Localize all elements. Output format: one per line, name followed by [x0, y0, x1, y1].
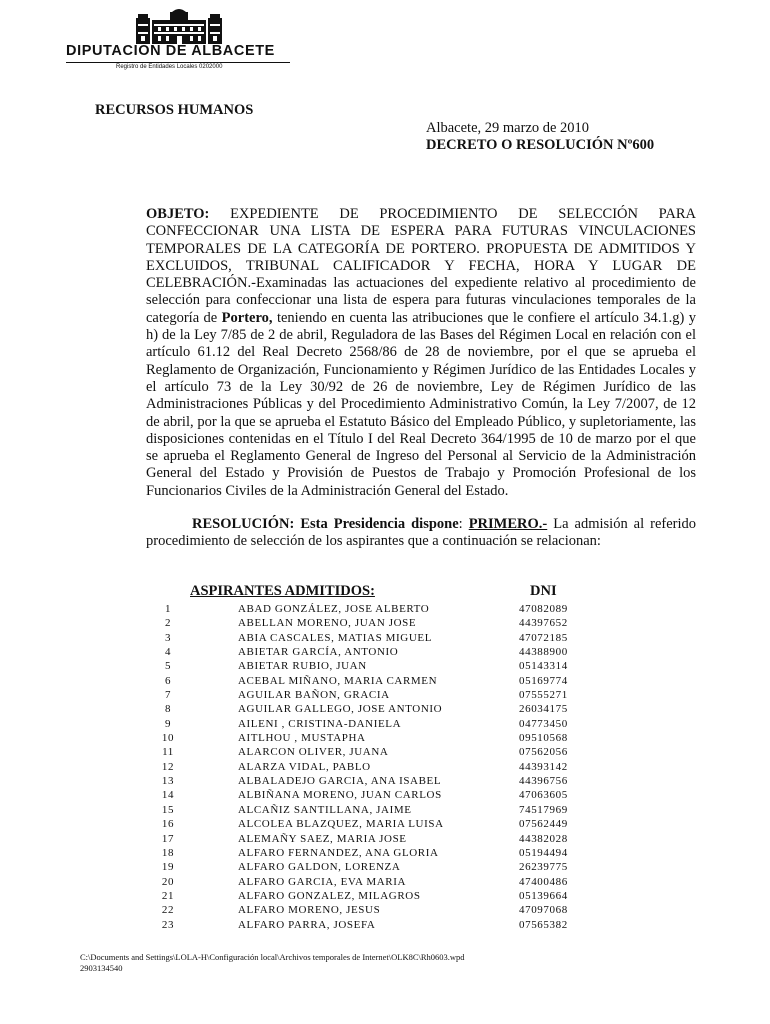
document-code: 2903134540: [80, 963, 123, 973]
row-number: 14: [161, 789, 175, 802]
resolucion-text: La admisión al referido procedimiento de selección de los aspirantes que a continuación se relacionan:: [146, 516, 697, 550]
admitted-list-header: [0, 583, 770, 601]
date-block: [426, 120, 654, 154]
row-dni: 05143314: [519, 660, 568, 673]
row-name: ALFARO GONZALEZ, MILAGROS: [238, 889, 421, 902]
row-number: 9: [164, 717, 172, 730]
row-dni: 44397652: [519, 617, 568, 630]
resolucion-colon: :: [458, 516, 469, 533]
row-name: ABELLAN MORENO, JUAN JOSE: [238, 617, 417, 630]
resolucion-dispone: Esta Presidencia dispone: [300, 516, 459, 533]
objeto-paragraph: [146, 206, 696, 500]
document-body: [146, 206, 696, 551]
resolucion-label: RESOLUCIÓN:: [192, 516, 295, 533]
row-number: 8: [164, 703, 172, 716]
header-admitted: ASPIRANTES ADMITIDOS:: [190, 583, 375, 599]
list-row: [0, 876, 770, 890]
primero-label: PRIMERO.-: [468, 516, 548, 533]
list-row: [0, 660, 770, 674]
list-row: [0, 847, 770, 861]
list-row: [0, 775, 770, 789]
row-name: ALFARO GALDON, LORENZA: [238, 861, 401, 874]
row-dni: 74517969: [519, 803, 568, 816]
row-number: 7: [164, 689, 172, 702]
row-dni: 47082089: [519, 603, 568, 615]
row-number: 23: [161, 918, 175, 931]
row-dni: 44393142: [519, 760, 568, 773]
row-name: ALARCON OLIVER, JUANA: [238, 746, 389, 759]
portero-term: Portero,: [221, 309, 273, 326]
row-dni: 07555271: [519, 689, 568, 702]
list-row: [0, 919, 770, 933]
row-dni: 44388900: [519, 646, 568, 659]
row-number: 13: [161, 775, 175, 788]
list-row: [0, 718, 770, 732]
row-dni: 05194494: [519, 846, 568, 859]
row-dni: 47097068: [519, 904, 568, 917]
row-name: ALFARO PARRA, JOSEFA: [238, 918, 376, 931]
row-number: 5: [164, 660, 172, 673]
list-row: [0, 746, 770, 760]
department-heading: RECURSOS HUMANOS: [95, 102, 254, 118]
row-name: ALFARO GARCIA, EVA MARIA: [238, 875, 407, 888]
row-name: AITLHOU , MUSTAPHA: [238, 732, 366, 745]
logo-divider: [66, 62, 290, 63]
row-name: ALFARO FERNANDEZ, ANA GLORIA: [238, 846, 439, 859]
list-row: [0, 703, 770, 717]
decree-number: DECRETO O RESOLUCIÓN Nº600: [426, 137, 655, 153]
diputacion-logo: [66, 8, 292, 70]
row-dni: 07565382: [519, 918, 568, 931]
admitted-list: [0, 603, 770, 933]
row-number: 6: [164, 674, 172, 687]
list-row: [0, 890, 770, 904]
row-dni: 04773450: [519, 717, 568, 730]
row-name: ALCAÑIZ SANTILLANA, JAIME: [238, 803, 412, 816]
row-name: ALCOLEA BLAZQUEZ, MARIA LUISA: [238, 818, 444, 831]
row-name: AGUILAR GALLEGO, JOSE ANTONIO: [238, 703, 443, 716]
row-number: 18: [161, 846, 175, 859]
objeto-body-2: teniendo en cuenta las atribuciones que le confiere el artículo 34.1.g) y h) de la Ley 7/85 de 2 de abril, Reguladora de las Bases del Régimen Local en relación con el artículo 61.12 del Real Decreto 2568/86 de 28 de noviembre, por el que se aprueba el Reglamento de Organización, Funcionamiento y Régimen Jurídico de las Entidades Locales y el artículo 73 de la Ley 30/92 de 26 de noviembre, Ley de Régimen Jurídico de las Administraciones Públicas y del Procedimiento Administrativo Común, la Ley 7/2007, de 12 de abril, por la que se aprueba el Estatuto Básico del Empleado Público, y supletoriamente, las disposiciones contenidas en el Título I del Real Decreto 364/1995 de 10 de marzo por el que se aprueba el Reglamento General de Ingreso del Personal al Servicio de la Administración General del Estado y Provisión de Puestos de Trabajo y Promoción Profesional de los Funcionarios Civiles de la Administración General del Estado.: [146, 309, 696, 499]
row-dni: 07562056: [519, 746, 568, 759]
row-number: 4: [164, 646, 172, 659]
header-dni: DNI: [530, 583, 557, 599]
row-dni: 26034175: [519, 703, 568, 716]
row-number: 20: [161, 875, 175, 888]
list-row: [0, 646, 770, 660]
row-name: ALFARO MORENO, JESUS: [238, 904, 381, 917]
palace-building-icon: [136, 8, 222, 44]
row-number: 21: [161, 889, 175, 902]
objeto-title: EXPEDIENTE DE PROCEDIMIENTO DE SELECCIÓN PARA CONFECCIONAR UNA LISTA DE ESPERA PARA FUTURAS VINCULACIONES TEMPORALES DE LA CATEGORÍA DE PORTERO. PROPUESTA DE ADMITIDOS Y EXCLUIDOS, TRIBUNAL CALIFICADOR Y FECHA, HORA Y LUGAR DE CELEBRACIÓN.: [146, 206, 696, 292]
row-number: 22: [161, 904, 175, 917]
row-dni: 05169774: [519, 674, 568, 687]
list-row: [0, 689, 770, 703]
row-name: ACEBAL MIÑANO, MARIA CARMEN: [238, 674, 438, 687]
list-row: [0, 761, 770, 775]
list-row: [0, 617, 770, 631]
row-number: 11: [162, 746, 174, 759]
list-row: [0, 732, 770, 746]
row-name: AGUILAR BAÑON, GRACIA: [238, 689, 390, 702]
row-number: 19: [161, 861, 175, 874]
row-number: 16: [161, 818, 175, 831]
row-dni: 44382028: [519, 832, 568, 845]
row-number: 12: [161, 760, 175, 773]
row-number: 15: [161, 803, 175, 816]
row-name: ALBIÑANA MORENO, JUAN CARLOS: [238, 789, 442, 802]
row-number: 17: [161, 832, 175, 845]
list-row: [0, 818, 770, 832]
row-number: 10: [161, 732, 175, 745]
registry-text: Registro de Entidades Locales 0202000: [116, 64, 223, 70]
objeto-label: OBJETO:: [146, 206, 210, 222]
list-row: [0, 904, 770, 918]
row-name: ABIA CASCALES, MATIAS MIGUEL: [238, 631, 433, 644]
list-row: [0, 632, 770, 646]
place-date: Albacete, 29 marzo de 2010: [426, 120, 590, 136]
list-row: [0, 861, 770, 875]
row-name: ALARZA VIDAL, PABLO: [238, 760, 371, 773]
row-dni: 47072185: [519, 631, 568, 644]
list-row: [0, 675, 770, 689]
row-dni: 07562449: [519, 818, 568, 831]
row-number: 2: [164, 617, 172, 630]
row-number: 1: [164, 603, 172, 615]
org-name: DIPUTACIÓN DE ALBACETE: [66, 43, 275, 59]
row-name: ABIETAR RUBIO, JUAN: [238, 660, 367, 673]
list-row: [0, 804, 770, 818]
row-name: ALEMAÑY SAEZ, MARIA JOSE: [238, 832, 407, 845]
resolucion-paragraph: [146, 516, 696, 551]
row-dni: 47063605: [519, 789, 568, 802]
row-name: ABIETAR GARCÍA, ANTONIO: [238, 646, 399, 659]
row-name: ALBALADEJO GARCIA, ANA ISABEL: [238, 775, 442, 788]
file-path: C:\Documents and Settings\LOLA-H\Configuración local\Archivos temporales de Internet\OLK8C\Rh0603.wpd: [80, 952, 465, 962]
row-dni: 05139664: [519, 889, 568, 902]
row-name: AILENI , CRISTINA-DANIELA: [238, 717, 402, 730]
row-dni: 44396756: [519, 775, 568, 788]
row-dni: 09510568: [519, 732, 568, 745]
list-row: [0, 833, 770, 847]
list-row: [0, 603, 770, 617]
row-name: ABAD GONZÁLEZ, JOSE ALBERTO: [238, 603, 430, 615]
row-number: 3: [164, 631, 172, 644]
objeto-body-1: -Examinadas las actuaciones del expediente relativo al procedimiento de selección para confeccionar una lista de espera para futuras vinculaciones temporales de la categoría de: [146, 275, 696, 326]
row-dni: 26239775: [519, 861, 568, 874]
row-dni: 47400486: [519, 875, 568, 888]
list-row: [0, 789, 770, 803]
document-footer: [80, 952, 465, 974]
